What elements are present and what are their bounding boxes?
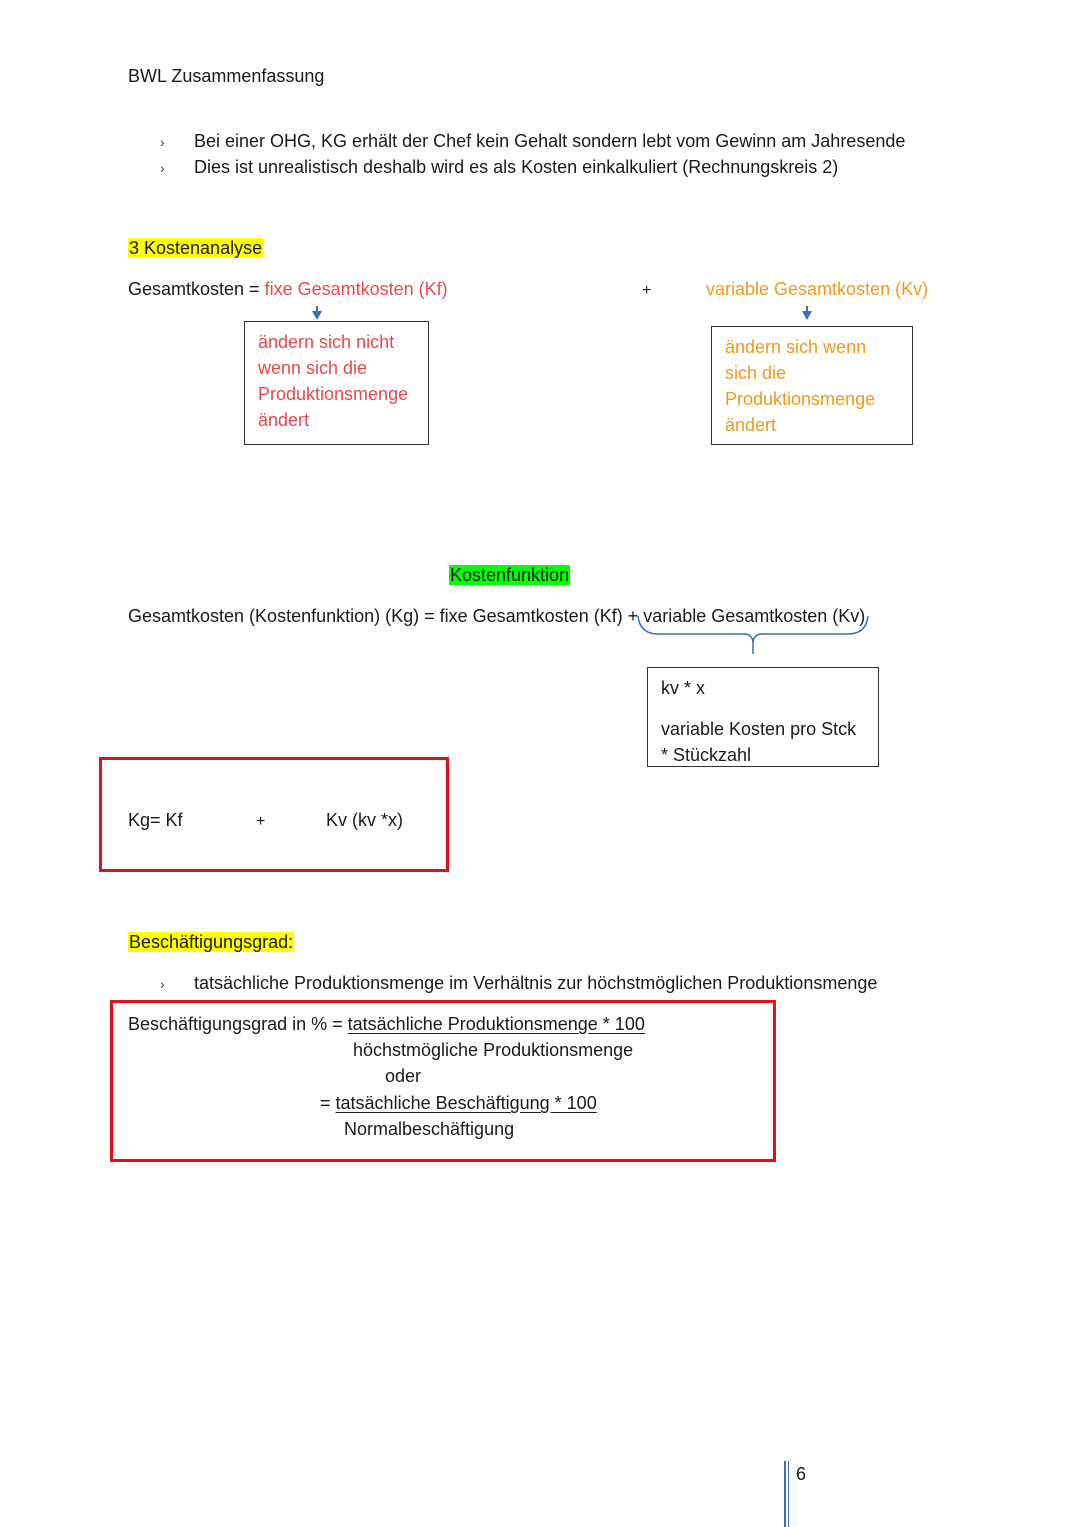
page-number-rule [788, 1461, 789, 1527]
fixe-gesamtkosten-label: fixe Gesamtkosten (Kf) [264, 279, 448, 299]
bullet-chevron-icon: › [160, 976, 165, 992]
document-title: BWL Zusammenfassung [128, 66, 325, 86]
kv-text: Kv (kv *x) [326, 810, 404, 830]
box-line: ändert [725, 415, 777, 435]
kostenfunktion-heading [449, 565, 570, 587]
gesamtkosten-label: Gesamtkosten = [128, 279, 260, 299]
bullet-chevron-icon: › [160, 134, 165, 150]
formula-label: Beschäftigungsgrad in % = [128, 1014, 343, 1034]
formula-oder: oder [385, 1066, 422, 1086]
plus-sign: + [256, 813, 266, 830]
formula-denominator: höchstmögliche Produktionsmenge [353, 1040, 634, 1060]
box-line: sich die [725, 363, 787, 383]
box-line: ändern sich wenn [725, 337, 867, 357]
formula-equals: = [320, 1093, 331, 1113]
formula-line-2 [320, 1093, 597, 1115]
beschaeftigungsgrad-heading [128, 932, 294, 954]
page-number-rule [784, 1461, 786, 1527]
plus-sign: + [642, 282, 652, 299]
variable-kosten-box [711, 326, 913, 445]
formula-line-1 [128, 1014, 645, 1036]
beschaeftigungsgrad-heading-text: Beschäftigungsgrad: [129, 932, 294, 952]
list-item: Dies ist unrealistisch deshalb wird es als Kosten einkalkuliert (Rechnungskreis 2) [194, 157, 839, 177]
formula-numerator: tatsächliche Produktionsmenge * 100 [347, 1014, 645, 1034]
box-line: kv * x [661, 678, 706, 698]
kv-x-box [647, 667, 879, 767]
kostenfunktion-formula: Gesamtkosten (Kostenfunktion) (Kg) = fixe Gesamtkosten (Kf) + variable Gesamtkosten (Kv) [128, 606, 866, 626]
bullet-chevron-icon: › [160, 160, 165, 176]
fixe-kosten-box [244, 321, 429, 445]
kostenfunktion-heading-text: Kostenfunktion [450, 565, 570, 585]
page-number: 6 [796, 1464, 807, 1484]
section-heading-text: 3 Kostenanalyse [129, 238, 263, 258]
list-item: tatsächliche Produktionsmenge im Verhältnis zur höchstmöglichen Produktionsmenge [194, 973, 878, 993]
curly-brace-icon [636, 614, 872, 656]
box-line: Produktionsmenge [725, 389, 876, 409]
box-line: Produktionsmenge [258, 384, 409, 404]
down-arrow-icon [802, 311, 812, 320]
box-line: * Stückzahl [661, 745, 752, 765]
kg-kf-text: Kg= Kf [128, 810, 183, 830]
list-item: Bei einer OHG, KG erhält der Chef kein Gehalt sondern lebt vom Gewinn am Jahresende [194, 131, 906, 151]
gesamtkosten-line [128, 279, 448, 301]
box-line: wenn sich die [258, 358, 368, 378]
box-line: variable Kosten pro Stck [661, 719, 857, 739]
formula-numerator: tatsächliche Beschäftigung * 100 [335, 1093, 597, 1113]
formula-denominator: Normalbeschäftigung [344, 1119, 515, 1139]
box-line: ändert [258, 410, 310, 430]
section-heading-kostenanalyse [128, 238, 263, 260]
box-line: ändern sich nicht [258, 332, 395, 352]
down-arrow-icon [312, 311, 322, 320]
variable-gesamtkosten-label: variable Gesamtkosten (Kv) [706, 279, 929, 299]
